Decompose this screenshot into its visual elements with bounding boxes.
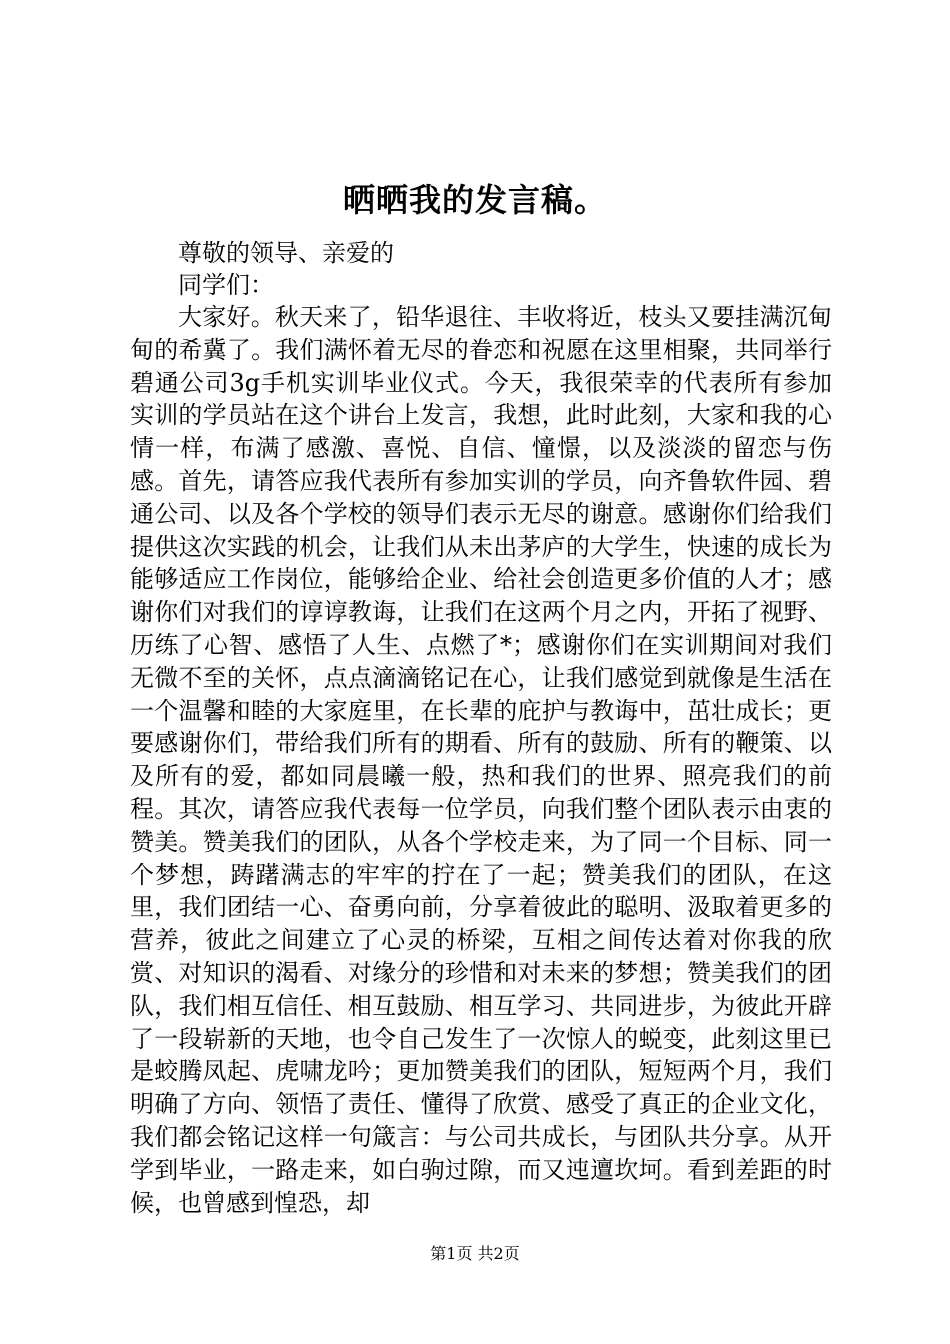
salutation-line-1: 尊敬的领导、亲爱的 xyxy=(178,239,394,267)
page-number-footer: 第1页 共2页 xyxy=(430,1244,520,1263)
speech-body-paragraph: 大家好。秋天来了，铅华退往、丰收将近，枝头又要挂满沉甸甸的希冀了。我们满怀着无尽的眷恋和祝愿在这里相聚，共同举行碧通公司3g手机实训毕业仪式。今天，我很荣幸的代表所有参加实训的学员站在这个讲台上发言，我想，此时此刻，大家和我的心情一样，布满了感激、喜悦、自信、憧憬，以及淡淡的留恋与伤感。首先，请答应我代表所有参加实训的学员，向齐鲁软件园、碧通公司、以及各个学校的领导们表示无尽的谢意。感谢你们给我们提供这次实践的机会，让我们从未出茅庐的大学生，快速的成长为能够适应工作岗位，能够给企业、给社会创造更多价值的人才；感谢你们对我们的谆谆教诲，让我们在这两个月之内，开拓了视野、历练了心智、感悟了人生、点燃了*；感谢你们在实训期间对我们无微不至的关怀，点点滴滴铭记在心，让我们感觉到就像是生活在一个温馨和睦的大家庭里，在长辈的庇护与教诲中，茁壮成长；更要感谢你们，带给我们所有的期看、所有的鼓励、所有的鞭策、以及所有的爱，都如同晨曦一般，热和我们的世界、照亮我们的前程。其次，请答应我代表每一位学员，向我们整个团队表示由衷的赞美。赞美我们的团队，从各个学校走来，为了同一个目标、同一个梦想，踌躇满志的牢牢的拧在了一起；赞美我们的团队，在这里，我们团结一心、奋勇向前，分享着彼此的聪明、汲取着更多的营养，彼此之间建立了心灵的桥梁，互相之间传达着对你我的欣赏、对知识的渴看、对缘分的珍惜和对未来的梦想；赞美我们的团队，我们相互信任、相互鼓励、相互学习、共同进步，为彼此开辟了一段崭新的天地，也令自己发生了一次惊人的蜕变，此刻这里已是蛟腾凤起、虎啸龙吟；更加赞美我们的团队，短短两个月，我们明确了方向、领悟了责任、懂得了欣赏、感受了真正的企业文化，我们都会铭记这样一句箴言：与公司共成长，与团队共分享。从开学到毕业，一路走来，如白驹过隙，而又迍邅坎坷。看到差距的时候，也曾感到惶恐，却 xyxy=(130,303,832,1217)
salutation-line-2: 同学们： xyxy=(178,271,274,299)
document-title: 晒晒我的发言稿。 xyxy=(342,181,607,219)
